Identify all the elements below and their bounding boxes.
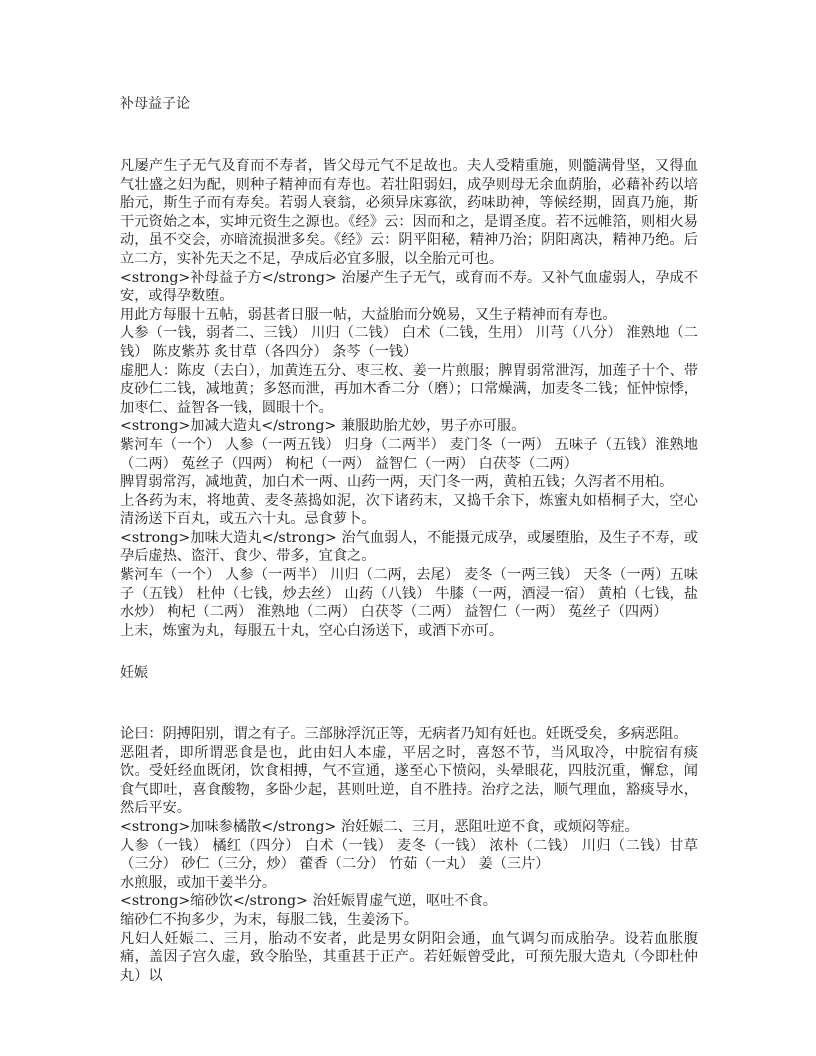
paragraph: 凡屡产生子无气及育而不寿者，皆父母元气不足故也。夫人受精重施，则髓满骨坚，又得血气壮盛之妇为配，则种子精神而有寿也。若壮阳弱妇，成孕则母无余血荫胎，必藉补药以培胎元，斯生子而有寿矣。若弱人衰翁，必须异床寡欲，药味助神，等候经期，固真乃施，斯干元资始之本，实坤元资生之源也。《经》云：因而和之，是谓圣度。若不远帷箔，则相火易动，虽不交会，亦暗流损泄多矣。《经》云：阴平阳秘，精神乃治；阴阳离决，精神乃绝。后立二方，实补先天之不足，孕成后必宜多服，以全胎元可也。: [120, 158, 698, 267]
section-title-bumu-yizi-lun: 补母益子论: [120, 96, 190, 112]
paragraph: 恶阻者，即所谓恶食是也，此由妇人本虚，平居之时，喜怒不节，当风取冷，中脘宿有痰饮。受妊经血既闭，饮食相搏，气不宣通，遂至心下愤闷，头晕眼花，四肢沉重，懈怠，闻食气即吐，喜食酸物，多卧少起，甚则吐逆，自不胜持。治疗之法，顺气理血，豁痰导水，然后平安。: [120, 744, 698, 817]
section-title-renshen: 妊娠: [120, 665, 148, 681]
paragraph: 缩砂仁不拘多少，为末，每服二钱，生姜汤下。: [120, 911, 418, 928]
paragraph: 脾胃弱常泻，减地黄，加白术一两、山药一两，天门冬一两，黄柏五钱；久泻者不用柏。: [120, 474, 674, 491]
paragraph: 虚肥人：陈皮（去白），加黄连五分、枣三枚、姜一片煎服；脾胃弱常泄泻，加莲子十个、带皮砂仁二钱，减地黄；多怒而泄，再加木香二分（磨）；口常燥满，加麦冬二钱；怔忡惊悸，加枣仁、益智各一钱，圆眼十个。: [120, 362, 698, 416]
paragraph: <strong>加味参橘散</strong> 治妊娠二、三月，恶阻吐逆不食，或烦闷等症。: [120, 818, 639, 835]
paragraph: 用此方每服十五帖，弱甚者日服一帖，大益胎而分娩易，又生子精神而有寿也。: [120, 306, 617, 323]
paragraph: <strong>补母益子方</strong> 治屡产生子无气，或育而不寿。又补气血虚弱人，孕成不安，或得孕数堕。: [120, 269, 698, 305]
paragraph: 上末，炼蜜为丸，每服五十丸，空心白汤送下，或酒下亦可。: [120, 622, 504, 639]
paragraph: 水煎服，或加干姜半分。: [120, 874, 277, 891]
paragraph: 论曰：阴搏阳别，谓之有子。三部脉浮沉正等，无病者乃知有妊也。妊既受矣，多病恶阻。: [120, 726, 688, 742]
paragraph: <strong>加味大造丸</strong> 治气血弱人，不能摄元成孕，或屡堕胎，及生子不寿，或孕后虚热、盗汗、食少、带多，宜食之。: [120, 529, 698, 565]
section-body-bumu-yizi-lun: [120, 157, 698, 640]
paragraph: 人参（一钱，弱者二、三钱） 川归（二钱） 白术（二钱，生用） 川芎（八分） 淮熟地（二钱） 陈皮紫苏 炙甘草（各四分） 条芩（一钱）: [120, 325, 698, 360]
paragraph: 上各药为末，将地黄、麦冬蒸捣如泥，次下诸药末，又捣千余下，炼蜜丸如梧桐子大，空心清汤送下百丸，或五六十丸。忌食萝卜。: [120, 492, 698, 528]
paragraph: 凡妇人妊娠二、三月，胎动不安者，此是男女阴阳会通，血气调匀而成胎孕。设若血胀腹痛，盖因子宫久虚，致令胎坠，其重甚于正产。若妊娠曾受此，可预先服大造丸（今即杜仲丸）以: [120, 930, 698, 984]
paragraph: 人参（一钱） 橘红（四分） 白术（一钱） 麦冬（一钱） 浓朴（二钱） 川归（二钱）甘草（三分） 砂仁（三分，炒） 藿香（二分） 竹茹（一丸） 姜（三片）: [120, 837, 698, 873]
paragraph: <strong>缩砂饮</strong> 治妊娠胃虚气逆，呕吐不食。: [120, 893, 497, 910]
paragraph: <strong>加减大造丸</strong> 兼服助胎尤妙，男子亦可服。: [120, 418, 526, 435]
section-body-renshen: [120, 725, 698, 985]
paragraph: 紫河车（一个） 人参（一两半） 川归（二两，去尾） 麦冬（一两三钱） 天冬（一两）五味子（五钱） 杜仲（七钱，炒去丝） 山药（八钱） 牛膝（一两，酒浸一宿） 黄柏（七钱，盐水炒） 枸杞（二两） 淮熟地（二两） 白茯苓（二两） 益智仁（一两） 菟丝子（四两）: [120, 567, 698, 621]
paragraph: 紫河车（一个） 人参（一两五钱） 归身（二两半） 麦门冬（一两） 五味子（五钱）淮熟地（二两） 菟丝子（四两） 枸杞（一两） 益智仁（一两） 白茯苓（二两）: [120, 436, 698, 472]
